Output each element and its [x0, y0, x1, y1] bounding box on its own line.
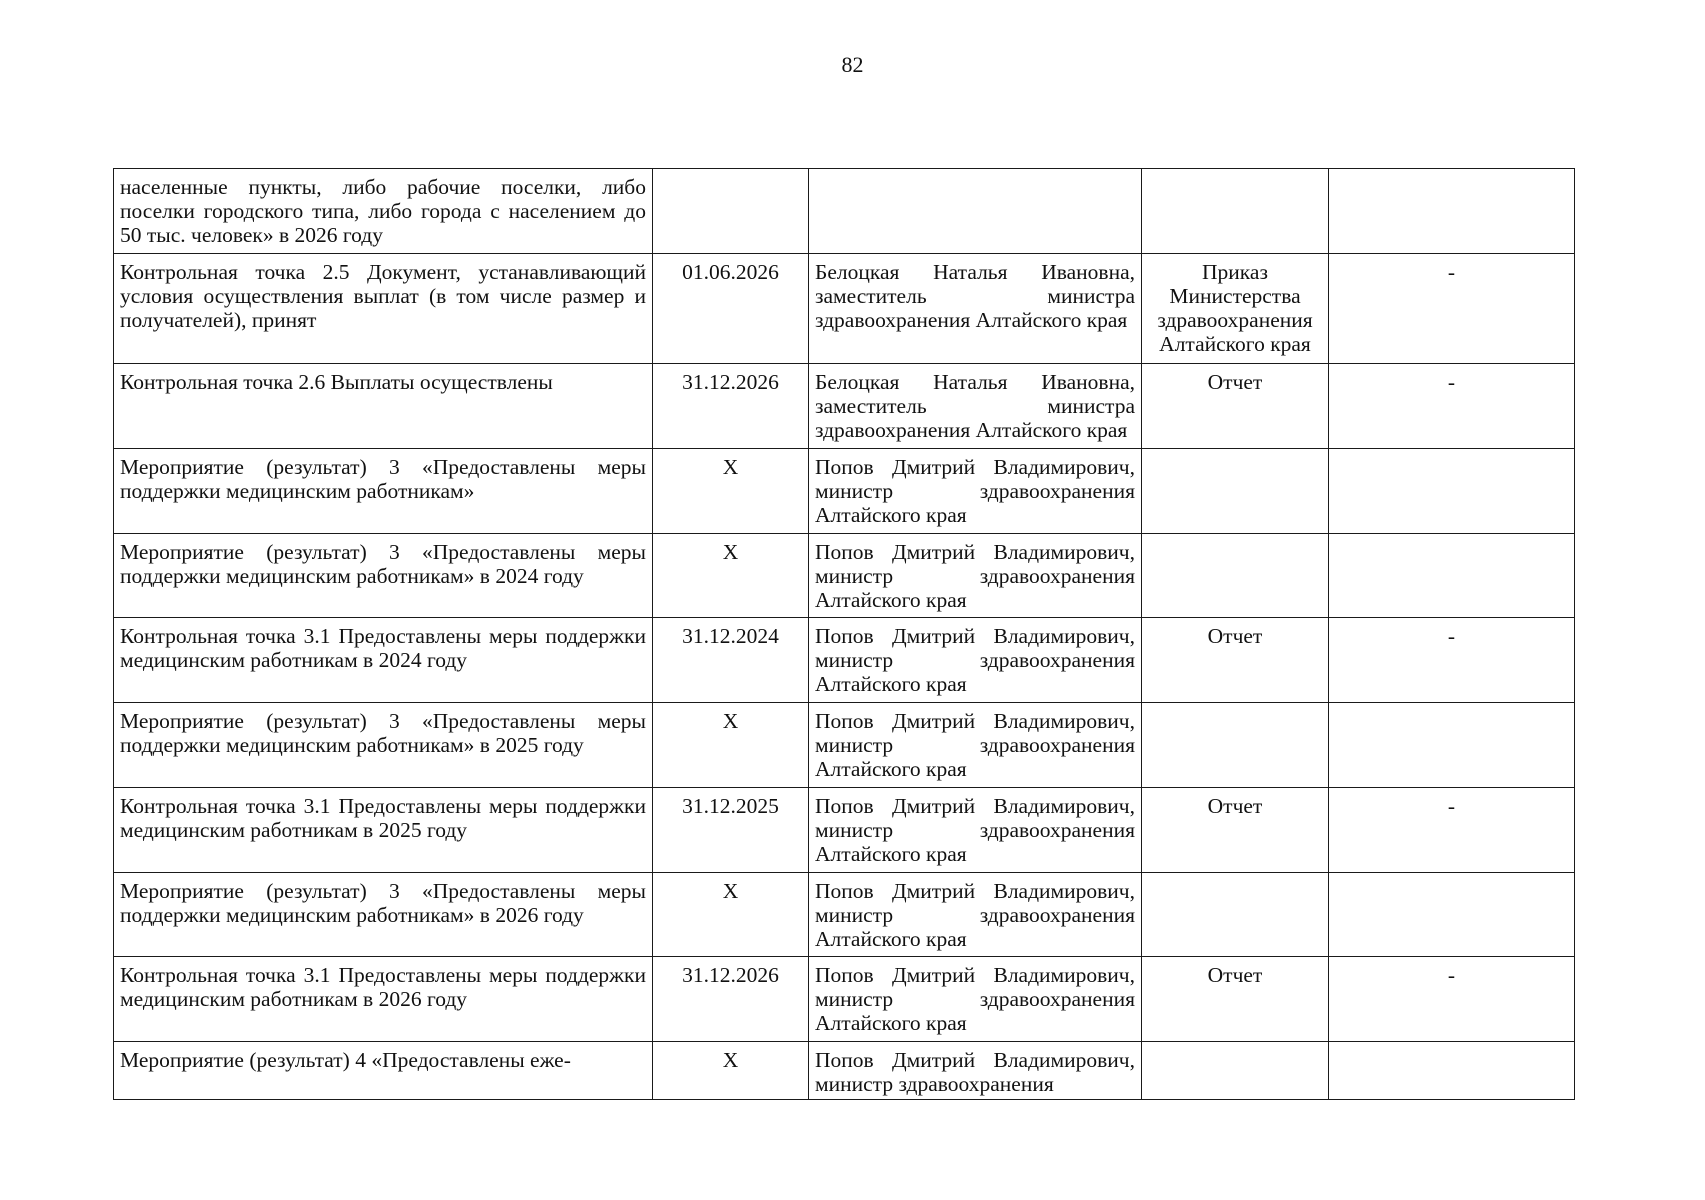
note-cell — [1329, 873, 1575, 957]
document-cell: Приказ Министерства здравоохранения Алтайского края — [1142, 254, 1329, 364]
note-cell: - — [1329, 957, 1575, 1042]
table-row — [114, 449, 1575, 534]
document-cell: Отчет — [1142, 957, 1329, 1042]
note-cell — [1329, 703, 1575, 788]
event-name-cell: Мероприятие (результат) 3 «Предоставлены меры поддержки медицинским работникам» в 2026 году — [114, 873, 653, 957]
deadline-cell: 01.06.2026 — [653, 254, 809, 364]
document-cell — [1142, 873, 1329, 957]
deadline-cell: 31.12.2024 — [653, 618, 809, 703]
event-name-cell: Контрольная точка 3.1 Предоставлены меры поддержки медицинским работникам в 2025 году — [114, 788, 653, 873]
document-cell — [1142, 169, 1329, 254]
event-name-cell: Мероприятие (результат) 3 «Предоставлены меры поддержки медицинским работникам» — [114, 449, 653, 534]
table-row — [114, 703, 1575, 788]
deadline-cell: X — [653, 703, 809, 788]
table-row — [114, 364, 1575, 449]
event-name-cell: Контрольная точка 2.6 Выплаты осуществлены — [114, 364, 653, 449]
document-cell — [1142, 449, 1329, 534]
event-name-cell: Контрольная точка 2.5 Документ, устанавливающий условия осуществления выплат (в том числе размер и получателей), принят — [114, 254, 653, 364]
document-cell: Отчет — [1142, 788, 1329, 873]
note-cell: - — [1329, 618, 1575, 703]
event-name-cell: населенные пункты, либо рабочие поселки, либо поселки городского типа, либо города с населением до 50 тыс. человек» в 2026 году — [114, 169, 653, 254]
note-cell: - — [1329, 788, 1575, 873]
deadline-cell — [653, 169, 809, 254]
responsible-cell: Попов Дмитрий Владимирович, министр здравоохранения Алтайского края — [809, 449, 1142, 534]
table-row — [114, 618, 1575, 703]
table-row — [114, 788, 1575, 873]
document-cell: Отчет — [1142, 618, 1329, 703]
responsible-cell: Попов Дмитрий Владимирович, министр здравоохранения — [809, 1042, 1142, 1100]
event-name-cell: Контрольная точка 3.1 Предоставлены меры поддержки медицинским работникам в 2026 году — [114, 957, 653, 1042]
deadline-cell: X — [653, 1042, 809, 1100]
responsible-cell: Попов Дмитрий Владимирович, министр здравоохранения Алтайского края — [809, 703, 1142, 788]
note-cell — [1329, 169, 1575, 254]
responsible-cell: Белоцкая Наталья Ивановна, заместитель министра здравоохранения Алтайского края — [809, 254, 1142, 364]
document-cell — [1142, 534, 1329, 618]
table-row — [114, 957, 1575, 1042]
deadline-cell: 31.12.2026 — [653, 957, 809, 1042]
table-row — [114, 169, 1575, 254]
document-cell — [1142, 1042, 1329, 1100]
deadline-cell: X — [653, 534, 809, 618]
page-number: 82 — [841, 52, 864, 77]
responsible-cell: Белоцкая Наталья Ивановна, заместитель министра здравоохранения Алтайского края — [809, 364, 1142, 449]
note-cell — [1329, 1042, 1575, 1100]
table-row — [114, 534, 1575, 618]
responsible-cell: Попов Дмитрий Владимирович, министр здравоохранения Алтайского края — [809, 618, 1142, 703]
deadline-cell: X — [653, 873, 809, 957]
responsible-cell: Попов Дмитрий Владимирович, министр здравоохранения Алтайского края — [809, 534, 1142, 618]
deadline-cell: X — [653, 449, 809, 534]
event-name-cell: Контрольная точка 3.1 Предоставлены меры поддержки медицинским работникам в 2024 году — [114, 618, 653, 703]
document-cell — [1142, 703, 1329, 788]
deadline-cell: 31.12.2025 — [653, 788, 809, 873]
event-name-cell: Мероприятие (результат) 3 «Предоставлены меры поддержки медицинским работникам» в 2025 году — [114, 703, 653, 788]
deadline-cell: 31.12.2026 — [653, 364, 809, 449]
note-cell — [1329, 449, 1575, 534]
plan-table — [113, 168, 1575, 1100]
document-cell: Отчет — [1142, 364, 1329, 449]
responsible-cell: Попов Дмитрий Владимирович, министр здравоохранения Алтайского края — [809, 788, 1142, 873]
responsible-cell — [809, 169, 1142, 254]
event-name-cell: Мероприятие (результат) 3 «Предоставлены меры поддержки медицинским работникам» в 2024 году — [114, 534, 653, 618]
note-cell — [1329, 534, 1575, 618]
note-cell: - — [1329, 254, 1575, 364]
note-cell: - — [1329, 364, 1575, 449]
event-name-cell: Мероприятие (результат) 4 «Предоставлены еже- — [114, 1042, 653, 1100]
table-row — [114, 873, 1575, 957]
table-row — [114, 254, 1575, 364]
responsible-cell: Попов Дмитрий Владимирович, министр здравоохранения Алтайского края — [809, 873, 1142, 957]
table-row — [114, 1042, 1575, 1100]
responsible-cell: Попов Дмитрий Владимирович, министр здравоохранения Алтайского края — [809, 957, 1142, 1042]
